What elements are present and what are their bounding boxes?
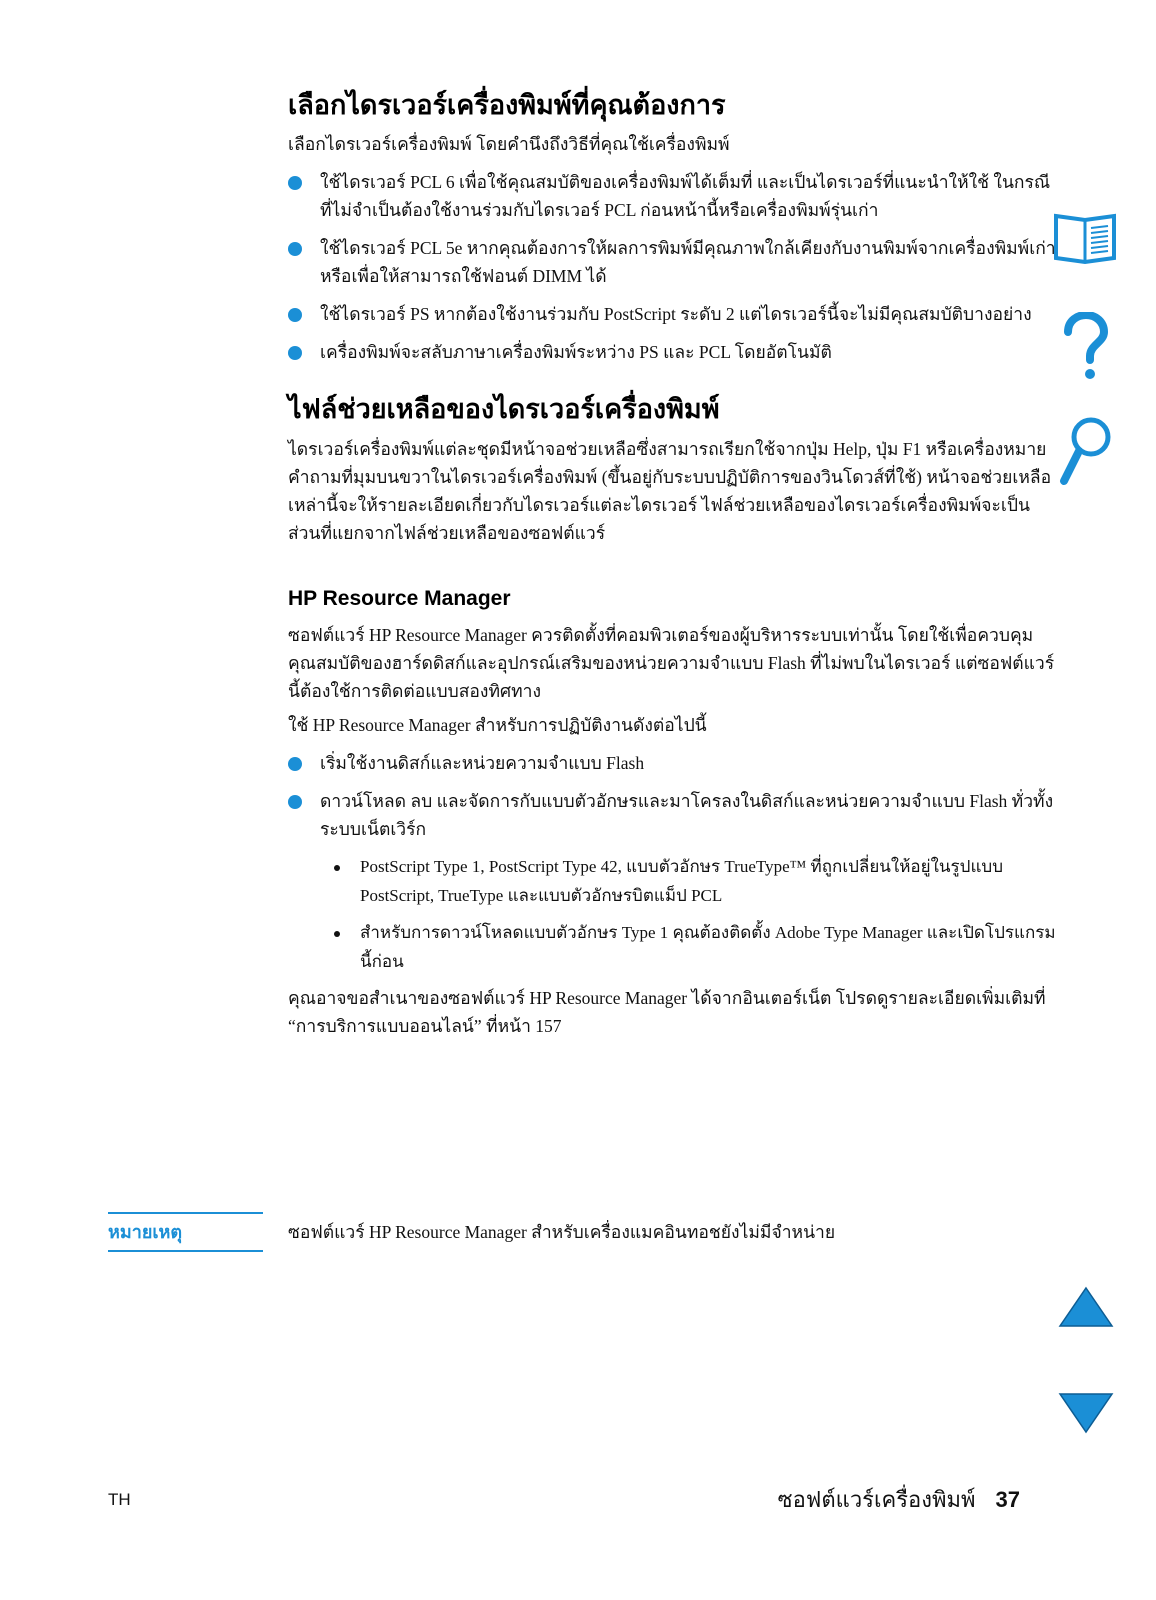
bullet-dot-icon	[288, 308, 302, 322]
list-item: เครื่องพิมพ์จะสลับภาษาเครื่องพิมพ์ระหว่าง PS และ PCL โดยอัตโนมัติ	[288, 338, 1058, 366]
bullet-dot-icon	[288, 795, 302, 809]
note-text: ซอฟต์แวร์ HP Resource Manager สำหรับเครื่องแมคอินทอชยังไม่มีจำหน่าย	[288, 1222, 836, 1242]
sub-list-item: PostScript Type 1, PostScript Type 42, แบบตัวอักษร TrueType™ ที่ถูกเปลี่ยนให้อยู่ในรูปแบบ PostScript, TrueType และแบบตัวอักษรบิตแม็ป PCL	[288, 853, 1058, 911]
note-label: หมายเหตุ	[108, 1212, 263, 1252]
driver-help-body: ไดรเวอร์เครื่องพิมพ์แต่ละชุดมีหน้าจอช่วยเหลือซึ่งสามารถเรียกใช้จากปุ่ม Help, ปุ่ม F1 หรือเครื่องหมายคำถามที่มุมบนขวาในไดรเวอร์เครื่องพิมพ์ (ขึ้นอยู่กับระบบปฏิบัติการของวินโดวส์ที่ใช้) หน้าจอช่วยเหลือเหล่านี้จะให้รายละเอียดเกี่ยวกับไดรเวอร์แต่ละไดรเวอร์ ไฟล์ช่วยเหลือของไดรเวอร์เครื่องพิมพ์จะเป็นส่วนที่แยกจากไฟล์ช่วยเหลือของซอฟต์แวร์	[288, 438, 1052, 543]
search-icon[interactable]	[1058, 415, 1114, 492]
driver-bullet-list	[288, 168, 1058, 366]
list-item: ใช้ไดรเวอร์ PCL 6 เพื่อใช้คุณสมบัติของเครื่องพิมพ์ได้เต็มที่ และเป็นไดรเวอร์ที่แนะนำให้ใช้ ในกรณีที่ไม่จำเป็นต้องใช้งานร่วมกับไดรเวอร์ PCL ก่อนหน้านี้หรือเครื่องพิมพ์รุ่นเก่า	[288, 168, 1058, 224]
list-item: ใช้ไดรเวอร์ PCL 5e หากคุณต้องการให้ผลการพิมพ์มีคุณภาพใกล้เคียงกับงานพิมพ์จากเครื่องพิมพ์เก่า หรือเพื่อให้สามารถใช้ฟอนต์ DIMM ได้	[288, 234, 1058, 290]
section-intro: เลือกไดรเวอร์เครื่องพิมพ์ โดยคำนึงถึงวิธีที่คุณใช้เครื่องพิมพ์	[288, 134, 730, 155]
note-box	[108, 1212, 1058, 1252]
sub-bullet-dot-icon	[334, 931, 340, 937]
list-item: เริ่มใช้งานดิสก์และหน่วยความจำแบบ Flash	[288, 749, 1058, 777]
page-down-icon[interactable]	[1058, 1392, 1114, 1439]
footer-section	[778, 1482, 1020, 1517]
section-title-select-driver: เลือกไดรเวอร์เครื่องพิมพ์ที่คุณต้องการ	[288, 90, 726, 121]
resource-manager-download: คุณอาจขอสำเนาของซอฟต์แวร์ HP Resource Manager ได้จากอินเตอร์เน็ต โปรดดูรายละเอียดเพิ่มเติมที่ “การบริการแบบออนไลน์” ที่หน้า 157	[288, 988, 1046, 1037]
resource-manager-subbullets	[288, 853, 1058, 977]
bullet-dot-icon	[288, 346, 302, 360]
list-item: ใช้ไดรเวอร์ PS หากต้องใช้งานร่วมกับ PostScript ระดับ 2 แต่ไดรเวอร์นี้จะไม่มีคุณสมบัติบางอย่าง	[288, 300, 1058, 328]
section-title-resource-manager: HP Resource Manager	[288, 586, 511, 610]
bullet-dot-icon	[288, 757, 302, 771]
main-content	[288, 80, 1058, 1040]
sub-bullet-dot-icon	[334, 865, 340, 871]
footer-section-title: ซอฟต์แวร์เครื่องพิมพ์	[777, 1487, 976, 1512]
footer-language: TH	[108, 1490, 131, 1509]
page-up-icon[interactable]	[1058, 1286, 1114, 1333]
help-icon[interactable]	[1060, 312, 1110, 387]
sub-list-item: สำหรับการดาวน์โหลดแบบตัวอักษร Type 1 คุณต้องติดตั้ง Adobe Type Manager และเปิดโปรแกรมนี้ก่อน	[288, 919, 1058, 977]
bullet-dot-icon	[288, 242, 302, 256]
page-number: 37	[995, 1487, 1020, 1512]
list-item: ดาวน์โหลด ลบ และจัดการกับแบบตัวอักษรและมาโครลงในดิสก์และหน่วยความจำแบบ Flash ทั่วทั้งระบบเน็ตเวิร์ก	[288, 787, 1058, 843]
bullet-dot-icon	[288, 176, 302, 190]
book-icon[interactable]	[1052, 210, 1118, 271]
resource-manager-bullets	[288, 749, 1058, 843]
section-title-driver-help: ไฟล์ช่วยเหลือของไดรเวอร์เครื่องพิมพ์	[288, 394, 720, 426]
resource-manager-desc: ซอฟต์แวร์ HP Resource Manager ควรติดตั้งที่คอมพิวเตอร์ของผู้บริหารระบบเท่านั้น โดยใช้เพื่อควบคุมคุณสมบัติของฮาร์ดดิสก์และอุปกรณ์เสริมของหน่วยความจำแบบ Flash ที่ไม่พบในไดรเวอร์ แต่ซอฟต์แวร์นี้ต้องใช้การติดต่อแบบสองทิศทาง	[288, 624, 1055, 701]
resource-manager-use: ใช้ HP Resource Manager สำหรับการปฏิบัติงานดังต่อไปนี้	[288, 714, 707, 735]
